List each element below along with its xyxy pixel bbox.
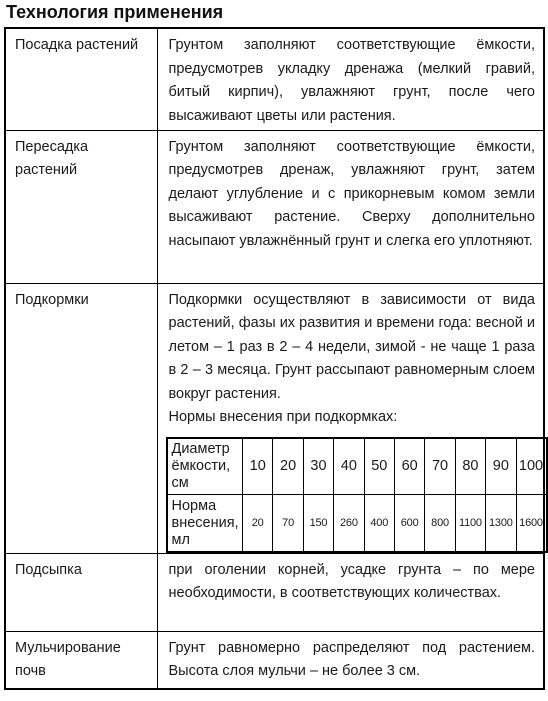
table-row-planting <box>5 28 544 130</box>
row-description: Грунт равномерно распределяют под растением. Высота слоя мульчи – не более 3 см. <box>157 631 544 689</box>
technology-table <box>4 27 545 690</box>
norms-rate-cell: 150 <box>303 495 333 552</box>
norms-diameter-cell: 60 <box>394 438 424 495</box>
table-row-feeding <box>5 283 544 553</box>
norms-rate-cell: 800 <box>425 495 455 552</box>
norms-diameter-cell: 90 <box>486 438 516 495</box>
norms-table <box>166 437 548 553</box>
norms-rate-cell: 1300 <box>486 495 516 552</box>
norms-row-diameter <box>167 438 547 495</box>
norms-rate-cell: 260 <box>334 495 364 552</box>
table-row-transplanting <box>5 130 544 283</box>
norms-diameter-cell: 10 <box>243 438 273 495</box>
norms-rate-cell: 1100 <box>455 495 485 552</box>
norms-rate-cell: 400 <box>364 495 394 552</box>
norms-diameter-cell: 20 <box>273 438 303 495</box>
norms-row-header: Диаметр ёмкости, см <box>167 438 243 495</box>
norms-rate-cell: 20 <box>243 495 273 552</box>
norms-rate-cell: 1600 <box>516 495 546 552</box>
norms-rate-cell: 600 <box>394 495 424 552</box>
norms-caption: Нормы внесения при подкормках: <box>168 409 398 425</box>
row-description: Грунтом заполняют соответствующие ёмкости, предусмотрев укладку дренажа (мелкий гравий, битый кирпич), увлажняют грунт, после чего высаживают цветы или растения. <box>157 28 544 130</box>
norms-diameter-cell: 50 <box>364 438 394 495</box>
row-label: Пересадка растений <box>5 130 157 283</box>
norms-diameter-cell: 30 <box>303 438 333 495</box>
norms-diameter-cell: 80 <box>455 438 485 495</box>
table-row-mulching <box>5 631 544 689</box>
norms-rate-cell: 70 <box>273 495 303 552</box>
table-row-topping-up <box>5 553 544 631</box>
row-description: Грунтом заполняют соответствующие ёмкости, предусмотрев дренаж, увлажняют грунт, затем делают углубление и с прикорневым комом земли высаживают растение. Сверху дополнительно насыпают увлажнённый грунт и слегка его уплотняют. <box>157 130 544 283</box>
page-title: Технология применения <box>6 2 224 22</box>
norms-diameter-cell: 70 <box>425 438 455 495</box>
row-label: Подсыпка <box>5 553 157 631</box>
norms-diameter-cell: 40 <box>334 438 364 495</box>
row-description-feeding <box>157 283 544 553</box>
row-label: Посадка растений <box>5 28 157 130</box>
row-description: Подкормки осуществляют в зависимости от вида растений, фазы их развития и времени года: весной и летом – 1 раз в 2 – 4 недели, зимой - не чаще 1 раза в 2 – 3 месяца. Грунт рассыпают равномерным слоем вокруг растения. <box>168 291 535 402</box>
row-label: Мульчирование почв <box>5 631 157 689</box>
norms-diameter-cell: 100 <box>516 438 546 495</box>
row-label: Подкормки <box>5 283 157 553</box>
row-description: при оголении корней, усадке грунта – по мере необходимости, в соответствующих количествах. <box>157 553 544 631</box>
norms-row-rate <box>167 495 547 552</box>
norms-row-header: Норма внесения, мл <box>167 495 243 552</box>
